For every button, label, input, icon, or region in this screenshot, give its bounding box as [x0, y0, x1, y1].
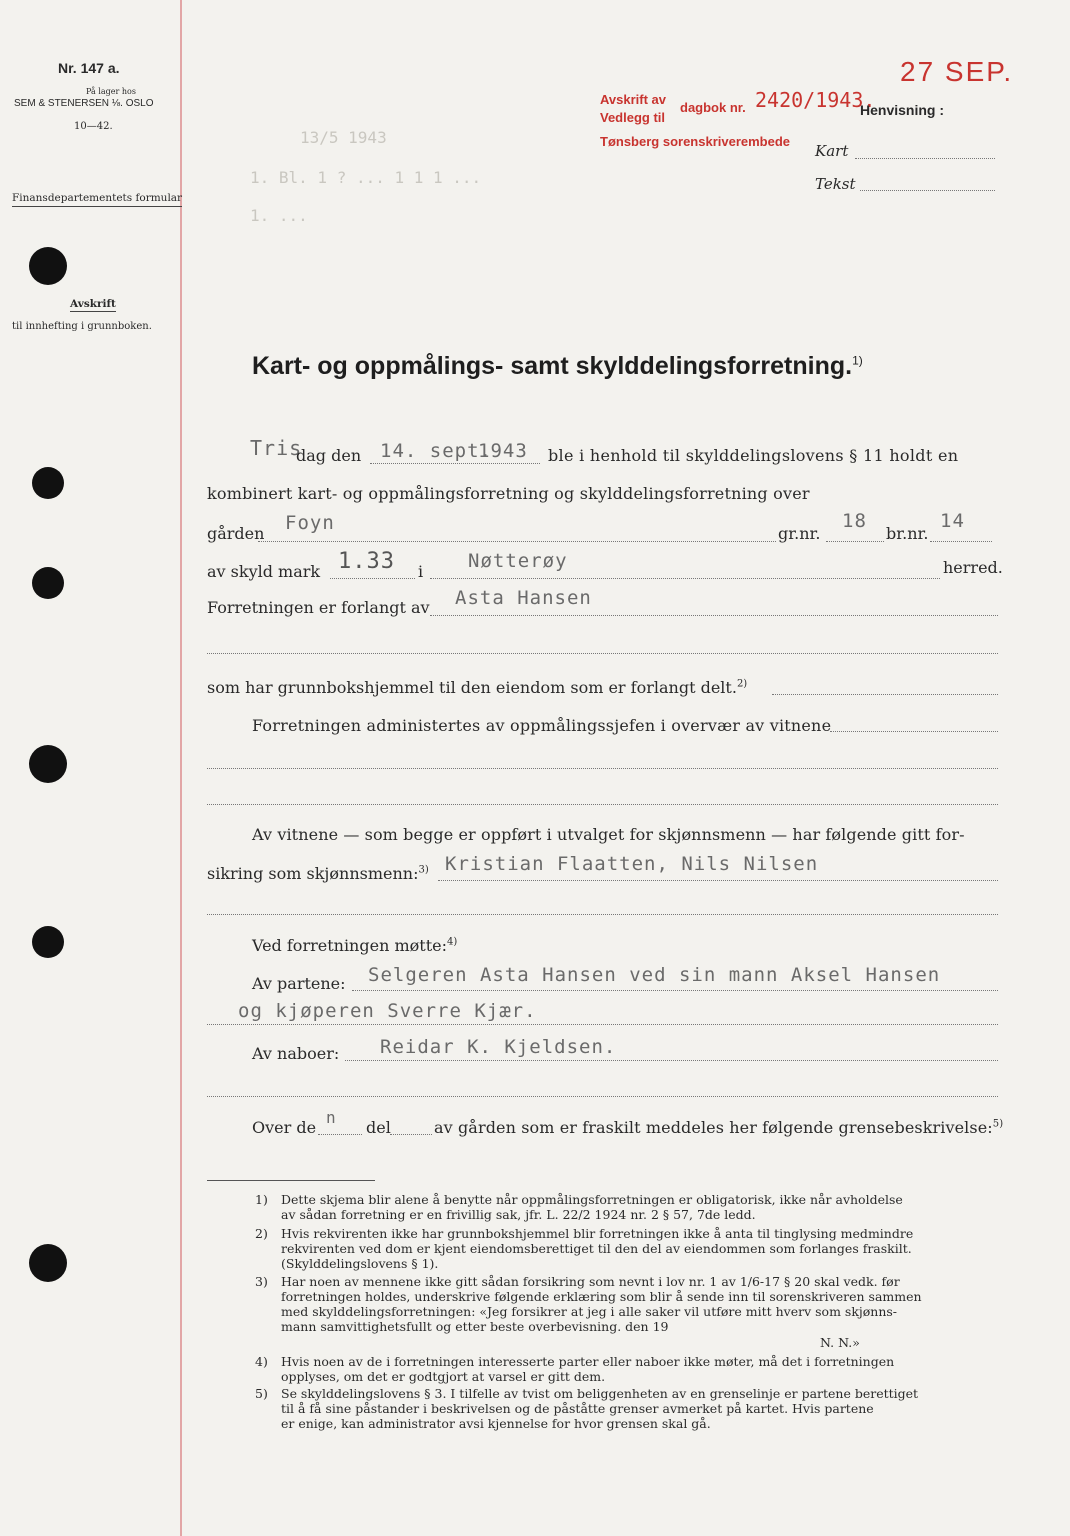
- tekst-label: Tekst: [815, 175, 856, 193]
- binder-hole: [29, 247, 67, 285]
- kart-label: Kart: [815, 142, 849, 160]
- garden-value: Foyn: [285, 512, 335, 534]
- copy-subtitle: til innhefting i grunnboken.: [12, 321, 152, 332]
- binder-hole: [32, 926, 64, 958]
- binder-hole: [32, 467, 64, 499]
- garden-label: gården: [207, 524, 265, 543]
- neighbors-value: Reidar K. Kjeldsen.: [380, 1036, 617, 1058]
- line2-text: kombinert kart- og oppmålingsforretning og skylddelingsforretning over: [207, 484, 810, 503]
- margin-line: [180, 0, 182, 1536]
- stamp-date: 27 SEP.: [900, 56, 1014, 87]
- parties-value-line2: og kjøperen Sverre Kjær.: [238, 1000, 537, 1022]
- document-title: Kart- og oppmålings- samt skylddelingsforretning.$^{1)}$: [252, 352, 863, 380]
- form-number: Nr. 147 a.: [58, 60, 120, 76]
- signature-placeholder: N. N.»: [820, 1335, 860, 1350]
- brnr-value: 14: [940, 510, 965, 532]
- day-prefix: Tris: [250, 436, 303, 460]
- binder-hole: [32, 567, 64, 599]
- requested-label: Forretningen er forlangt av: [207, 598, 430, 617]
- herred-label: herred.: [943, 558, 1003, 577]
- witness-text1: Av vitnene — som begge er oppført i utvalget for skjønnsmenn — har følgende gitt for-: [252, 825, 965, 844]
- witness-value: Kristian Flaatten, Nils Nilsen: [445, 853, 819, 875]
- present-label: Ved forretningen møtte:$^{4)}$: [252, 936, 458, 955]
- parties-label: Av partene:: [252, 974, 346, 993]
- date-code: 10—42.: [74, 121, 113, 132]
- footnotes: 1) Dette skjema blir alene å benytte når oppmålingsforretningen er obligatorisk, ikke når avholdelse av sådan forretning er en frivillig sak, jfr. L. 22/2 1924 nr. 2 § 57, 7de ledd. 2) Hvis rekvirenten ikke har grunnbokshjemmel blir forretningen ikke å anta til tinglysing medmindre rekvirenten ved dom er kjent eiendomsberettiget til den del av eiendommen som forlanges fraskilt. (Skylddelingslovens § 1). 3) Har noen av mennene ikke gitt sådan forsikring som nevnt i lov nr. 1 av 1/6-17 § 20 skal vedk. før forretningen holdes, underskrive følgende erklæring som blir å sende inn til sorenskriveren sammen med skylddelingsforretningen: «Jeg forsikrer at jeg i alle saker vil utføre mitt hverv som skjønns- mann samvittighetsfullt og etter beste overbevisning. den 19 N. N.» 4) Hvis noen av de i forretningen interesserte parter eller naboer ikke møter, må det i forretningen opplyses, om det er godtgjort at varsel er gitt dem. 5) Se skylddelingslovens § 3. I tilfelle av tvist om beliggenheten av en grenselinje er partene berettiget til å få sine påstander i beskrivelsen og de påståtte grenser avmerket på kartet. Hvis partene er enige, kan administrator avsi kjennelse for hvor grensen skal gå.: [255, 1192, 922, 1431]
- department-label: Finansdepartementets formular: [12, 192, 182, 207]
- faint-mark: 1. Bl. 1 ? ... 1 1 1 ...: [250, 168, 482, 187]
- skyld-label: av skyld mark: [207, 562, 321, 581]
- line1-text: ble i henhold til skylddelingslovens § 11 holdt en: [548, 446, 959, 465]
- brnr-label: br.nr.: [886, 524, 929, 543]
- grnr-label: gr.nr.: [778, 524, 821, 543]
- del-label: del: [366, 1118, 391, 1137]
- binder-hole: [29, 1244, 67, 1282]
- binder-hole: [29, 745, 67, 783]
- herred-value: Nøtterøy: [468, 550, 568, 572]
- date-value: 14. sept.: [380, 440, 492, 462]
- stamp-office: Tønsberg sorenskriverembede: [600, 134, 791, 149]
- faint-mark: 13/5 1943: [300, 128, 387, 147]
- faint-mark: 1. ...: [250, 206, 308, 225]
- day-suffix-label: dag den: [296, 446, 362, 465]
- publisher-line1: På lager hos: [86, 87, 136, 96]
- stamp-dagbok-number: 2420/1943.: [755, 88, 876, 112]
- footnote-divider: [207, 1180, 375, 1181]
- neighbors-label: Av naboer:: [252, 1044, 340, 1063]
- copy-label: Avskrift: [70, 298, 116, 310]
- skyld-value: 1.33: [338, 549, 395, 574]
- over-value: n: [326, 1108, 337, 1127]
- stamp-dagbok-label: dagbok nr.: [680, 100, 746, 115]
- over-label: Over de: [252, 1118, 317, 1137]
- grnr-value: 18: [842, 510, 867, 532]
- parties-value-line1: Selgeren Asta Hansen ved sin mann Aksel Hansen: [368, 964, 941, 986]
- henvisning-label: Henvisning :: [860, 102, 945, 118]
- stamp-line1: Avskrift av: [600, 92, 666, 107]
- stamp-line2: Vedlegg til: [600, 110, 666, 125]
- witness-text2: sikring som skjønnsmenn:$^{3)}$: [207, 864, 429, 883]
- requested-value: Asta Hansen: [455, 587, 592, 609]
- admin-text: Forretningen administertes av oppmålingssjefen i overvær av vitnene: [252, 716, 832, 735]
- grunnbok-text: som har grunnbokshjemmel til den eiendom som er forlangt delt.$^{2)}$: [207, 678, 748, 697]
- year-value: 1943: [478, 440, 528, 462]
- i-label: i: [418, 562, 424, 581]
- boundary-text: av gården som er fraskilt meddeles her følgende grensebeskrivelse:$^{5)}$: [434, 1118, 1004, 1137]
- publisher-line2: SEM & STENERSEN ⅛. OSLO: [14, 98, 154, 109]
